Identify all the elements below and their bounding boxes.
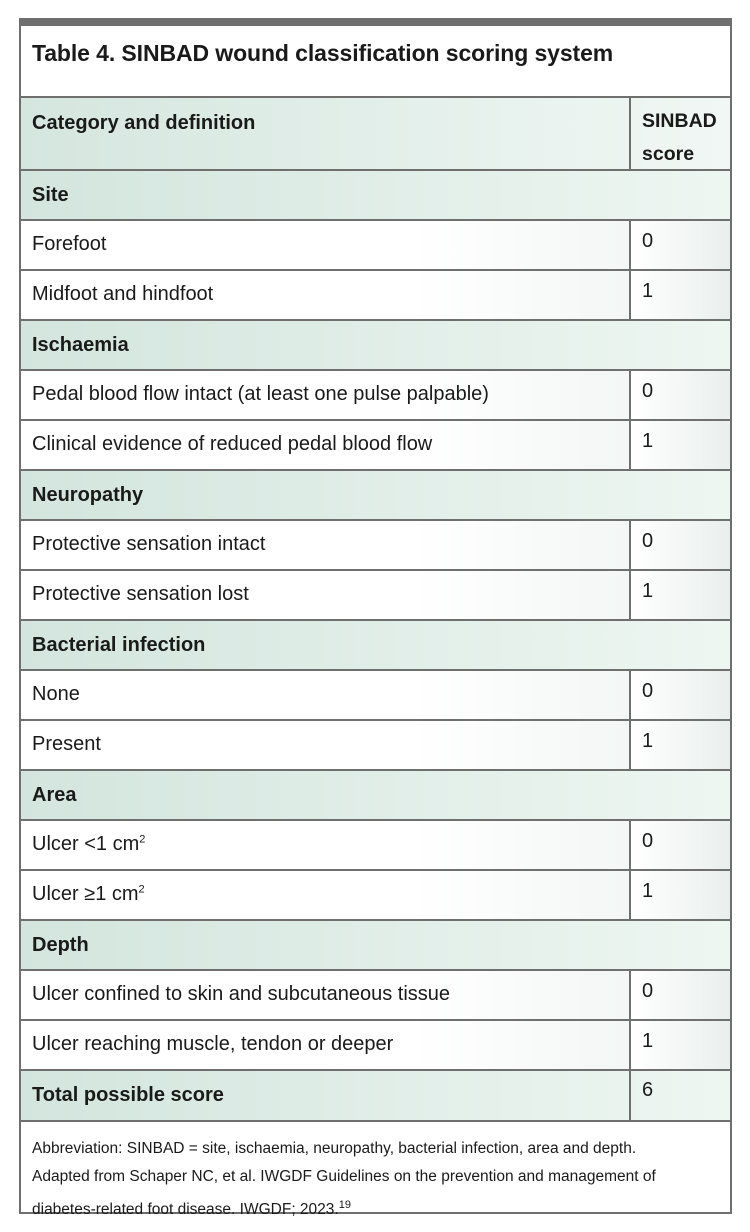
table-header-row [21, 98, 730, 171]
score-cell: 1 [631, 871, 730, 919]
table-row [21, 871, 730, 921]
category-row: Ischaemia [21, 321, 730, 371]
footnote-line-2: Adapted from Schaper NC, et al. IWGDF Guidelines on the prevention and management of [32, 1168, 656, 1185]
definition-text: Clinical evidence of reduced pedal blood flow [32, 433, 433, 455]
definition-text: Protective sensation lost [32, 583, 249, 605]
superscript: 2 [139, 833, 146, 846]
definition-cell [21, 721, 631, 769]
score-cell: 0 [631, 671, 730, 719]
definition-cell [21, 521, 631, 569]
score-cell: 0 [631, 971, 730, 1019]
definition-text: Midfoot and hindfoot [32, 283, 214, 305]
score-cell: 1 [631, 571, 730, 619]
definition-text: Ulcer <1 cm [32, 833, 140, 855]
table-row [21, 521, 730, 571]
definition-cell [21, 821, 631, 869]
category-row: Area [21, 771, 730, 821]
table-row [21, 271, 730, 321]
score-cell: 1 [631, 421, 730, 469]
table-row [21, 1021, 730, 1071]
header-score-line2: score [642, 143, 695, 165]
footnote-reference: 19 [338, 1199, 351, 1211]
footnote-line-3-text: diabetes-related foot disease. IWGDF; 2023. [32, 1201, 339, 1219]
superscript: 2 [138, 883, 145, 896]
score-cell: 0 [631, 371, 730, 419]
category-row: Bacterial infection [21, 621, 730, 671]
table-row [21, 371, 730, 421]
table-row [21, 821, 730, 871]
table-title: Table 4. SINBAD wound classification scoring system [21, 26, 730, 98]
table-footnote [21, 1122, 730, 1224]
definition-cell [21, 371, 631, 419]
table-row [21, 571, 730, 621]
definition-text: Present [32, 733, 101, 755]
definition-cell [21, 671, 631, 719]
definition-cell [21, 871, 631, 919]
category-row: Site [21, 171, 730, 221]
definition-text: Protective sensation intact [32, 533, 266, 555]
definition-text: Pedal blood flow intact (at least one pulse palpable) [32, 383, 489, 405]
table-row [21, 721, 730, 771]
table-body [21, 171, 730, 1071]
category-row: Neuropathy [21, 471, 730, 521]
definition-cell [21, 971, 631, 1019]
total-row [21, 1071, 730, 1122]
sinbad-table [19, 18, 732, 1219]
footnote-line-1: Abbreviation: SINBAD = site, ischaemia, neuropathy, bacterial infection, area and depth. [32, 1140, 637, 1157]
header-score-line1: SINBAD [642, 110, 717, 132]
table-row [21, 971, 730, 1021]
footnote-line-3 [32, 1191, 710, 1224]
score-cell: 0 [631, 521, 730, 569]
score-cell: 0 [631, 821, 730, 869]
definition-text: Ulcer ≥1 cm [32, 883, 139, 905]
score-cell: 0 [631, 221, 730, 269]
table-row [21, 421, 730, 471]
table-row [21, 671, 730, 721]
definition-cell [21, 571, 631, 619]
header-category: Category and definition [21, 98, 631, 169]
category-row: Depth [21, 921, 730, 971]
score-cell: 1 [631, 721, 730, 769]
definition-text: Forefoot [32, 233, 107, 255]
definition-cell [21, 421, 631, 469]
definition-text: None [32, 683, 80, 705]
definition-cell [21, 221, 631, 269]
definition-cell [21, 1021, 631, 1069]
definition-text: Ulcer confined to skin and subcutaneous tissue [32, 983, 451, 1005]
definition-text: Ulcer reaching muscle, tendon or deeper [32, 1033, 394, 1055]
total-score: 6 [642, 1079, 654, 1101]
score-cell: 1 [631, 1021, 730, 1069]
header-score [631, 98, 730, 169]
table-row [21, 221, 730, 271]
definition-cell [21, 271, 631, 319]
score-cell: 1 [631, 271, 730, 319]
total-label: Total possible score [21, 1071, 631, 1120]
